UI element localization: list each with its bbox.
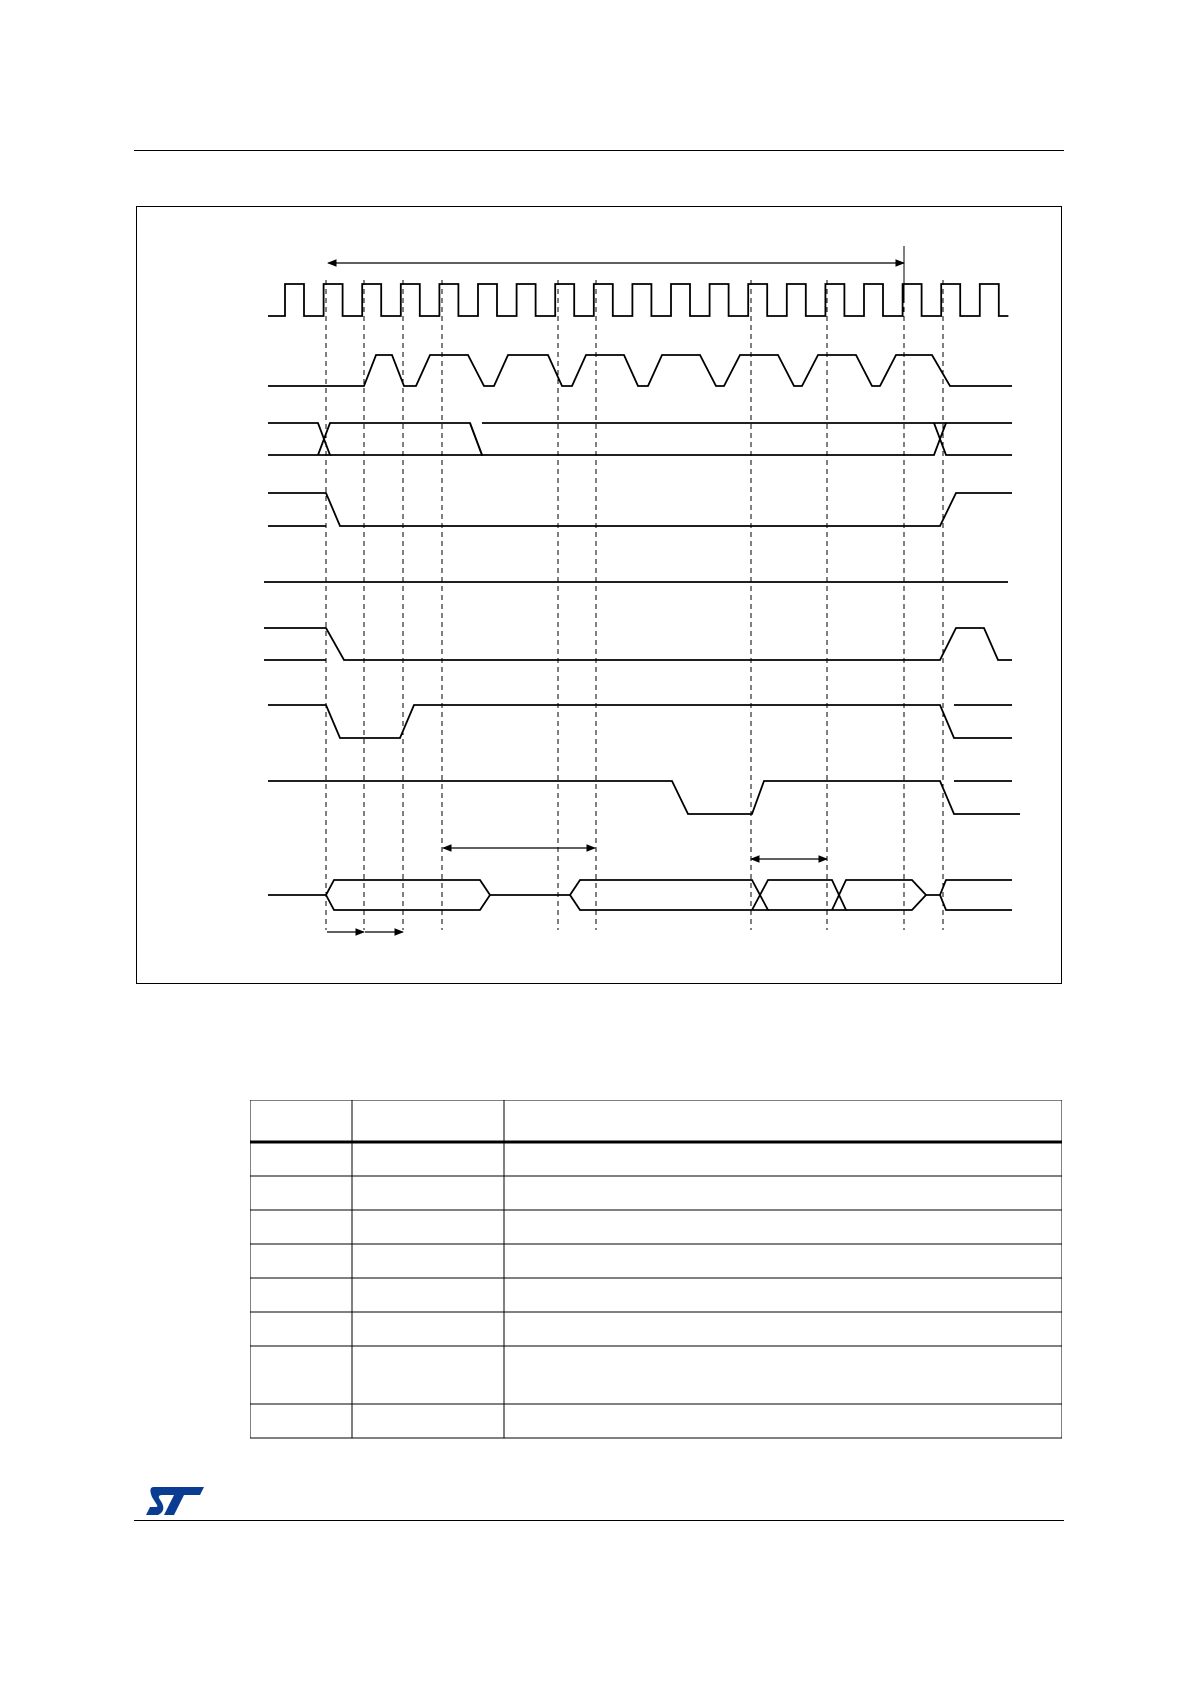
signal-6-wave xyxy=(264,628,1012,660)
signal-7-wave xyxy=(268,705,1012,738)
footer-rule xyxy=(134,1520,1064,1521)
signal-4-wave xyxy=(268,493,1012,526)
signal-2-wave xyxy=(268,355,1012,386)
signal-3-bus xyxy=(268,423,1012,455)
parameter-table xyxy=(250,1100,1062,1440)
signal-9-bus xyxy=(268,880,1012,910)
signal-8-wave xyxy=(268,781,1020,814)
clock-signal xyxy=(268,284,1008,316)
st-logo xyxy=(144,1483,206,1517)
